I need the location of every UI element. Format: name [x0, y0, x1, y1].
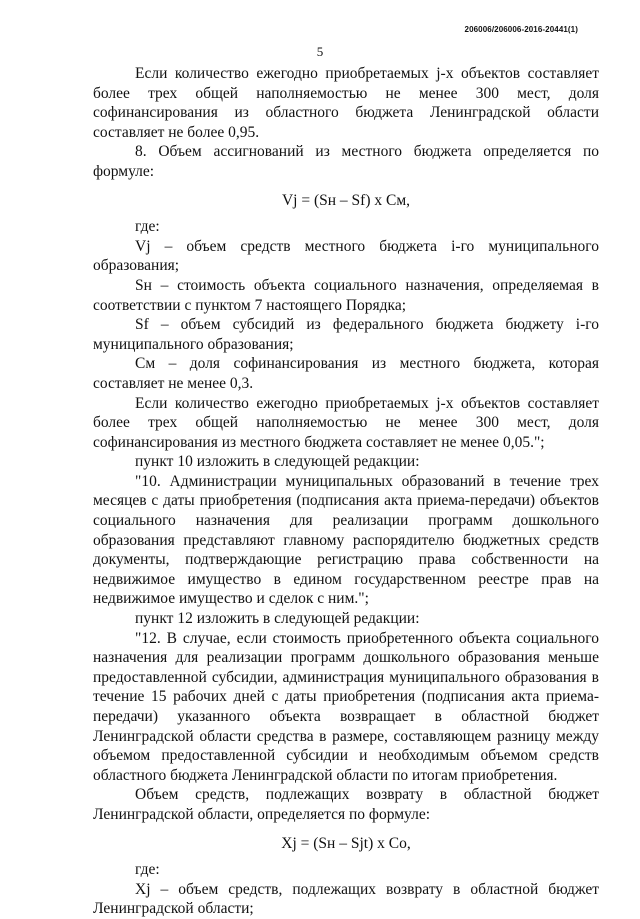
formula-vj: Vj = (Sн – Sf) x Cм, — [281, 191, 411, 209]
paragraph-item-8: 8. Объем ассигнований из местного бюджета определяется по формуле: — [93, 143, 599, 180]
formula-xj: Xj = (Sн – Sjt) x Co, — [281, 834, 411, 852]
paragraph-item-10: "10. Администрации муниципальных образований в течение трех месяцев с даты приобретения (подписания акта приема-передачи) объектов социального назначения для реализации программ дошкольного образования представляют главному распорядителю бюджетных средств документы, подтверждающие регистрацию права собственности на недвижимое имущество в едином государственном реестре прав на недвижимое имущество и сделок с ним."; — [93, 472, 599, 608]
paragraph-share-local: Если количество ежегодно приобретаемых j-х объектов составляет более трех общей наполняемостью не менее 300 мест, доля софинансирования из местного бюджета составляет не менее 0,05."; — [93, 394, 599, 451]
formula-where-label-2: где: — [135, 861, 160, 879]
formula-where-label: где: — [135, 218, 160, 236]
paragraph-item-10-intro: пункт 10 изложить в следующей редакции: — [135, 453, 420, 471]
document-body — [93, 64, 599, 919]
paragraph-refund-volume: Объем средств, подлежащих возврату в областной бюджет Ленинградской области, определяется по формуле: — [93, 786, 599, 823]
definition-cm: Cм – доля софинансирования из местного бюджета, которая составляет не менее 0,3. — [93, 355, 599, 392]
definition-sn: Sн – стоимость объекта социального назначения, определяемая в соответствии с пунктом 7 настоящего Порядка; — [93, 276, 599, 314]
definition-vj: Vj – объем средств местного бюджета i-го муниципального образования; — [93, 237, 599, 275]
definition-xj: Xj – объем средств, подлежащих возврату в областной бюджет Ленинградской области; — [93, 880, 599, 918]
document-id: 206006/206006-2016-20441(1) — [464, 25, 578, 34]
paragraph-share-regional: Если количество ежегодно приобретаемых j-х объектов составляет более трех общей наполняемостью не менее 300 мест, доля софинансирования из областного бюджета Ленинградской области составляет не более 0,95. — [93, 65, 599, 141]
definition-sf: Sf – объем субсидий из федерального бюджета бюджету i-го муниципального образования; — [93, 316, 599, 353]
page-number: 5 — [316, 44, 324, 59]
paragraph-item-12: "12. В случае, если стоимость приобретенного объекта социального назначения для реализации программ дошкольного образования меньше предоставленной субсидии, администрация муниципального образования в течение 15 рабочих дней с даты приобретения (подписания акта приема-передачи) указанного объекта возвращает в областной бюджет Ленинградской области средства в размере, составляющем разницу между объемом предоставленной субсидии и необходимым объемом средств областного бюджета Ленинградской области по итогам приобретения. — [93, 629, 599, 784]
paragraph-item-12-intro: пункт 12 изложить в следующей редакции: — [135, 610, 420, 628]
